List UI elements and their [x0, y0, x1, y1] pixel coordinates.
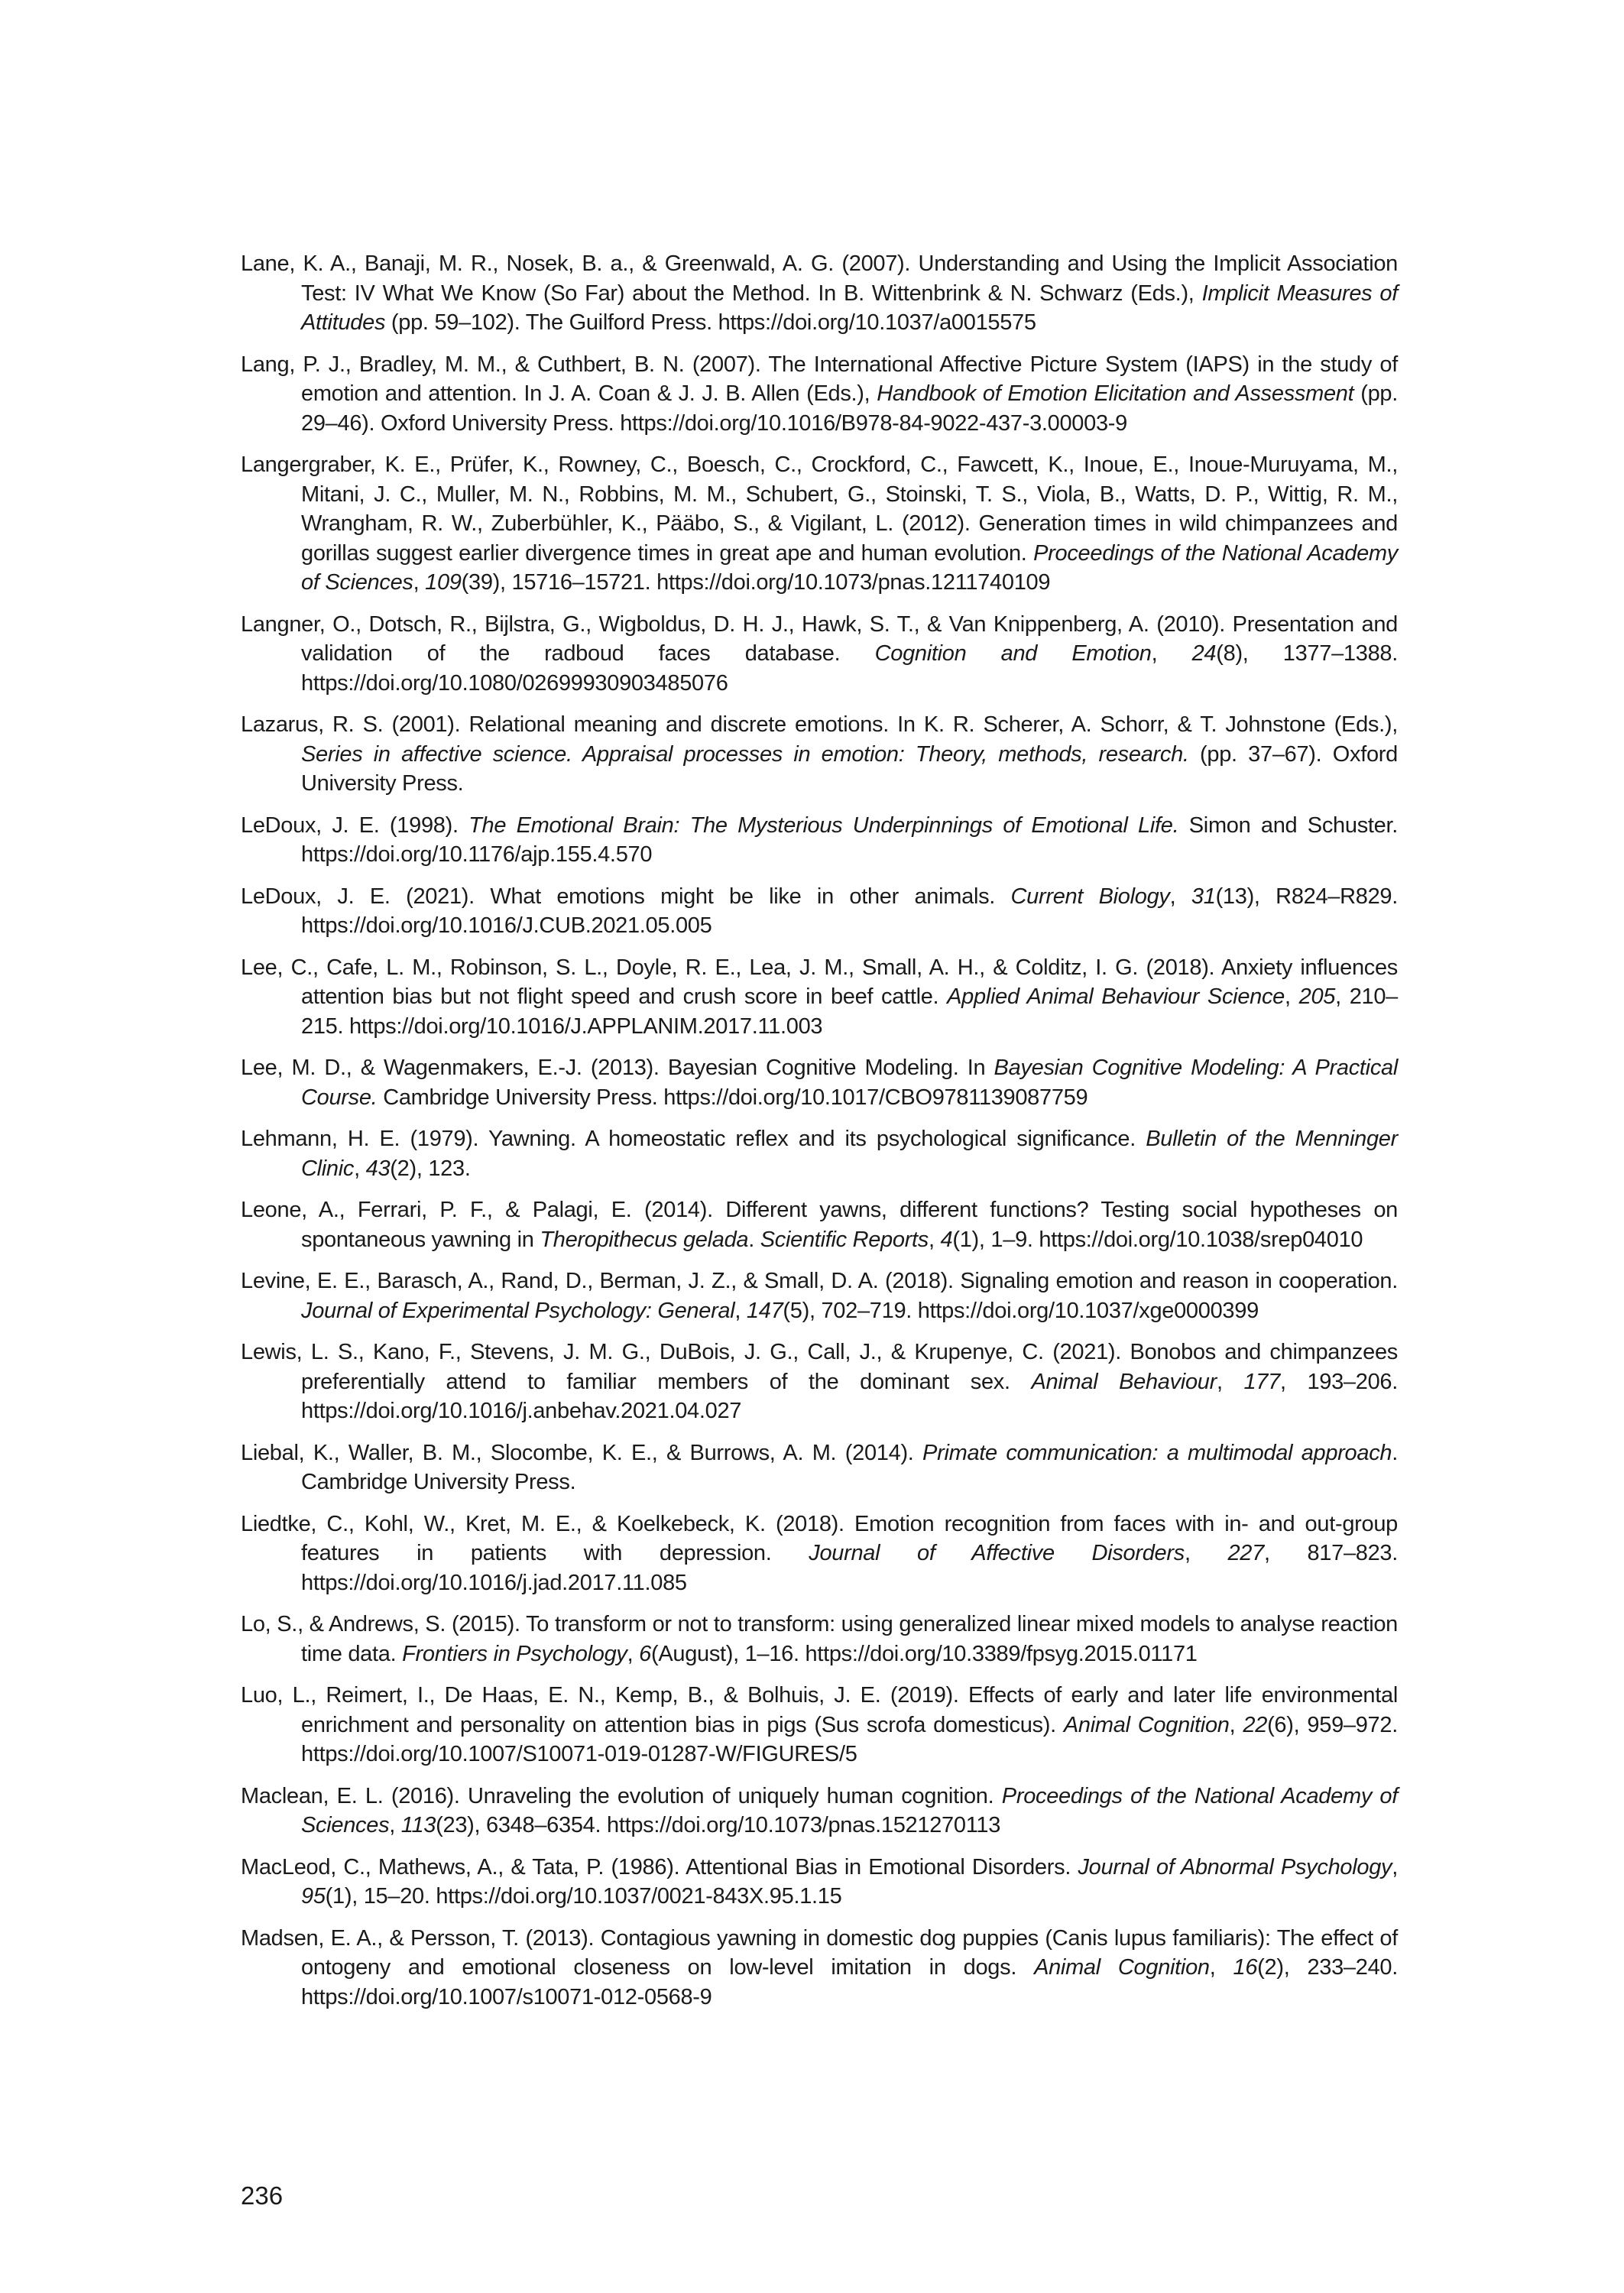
reference-entry [241, 811, 1398, 870]
reference-text: Langergraber, K. E., Prüfer, K., Rowney, C., Boesch, C., Crockford, C., Fawcett, K., Inoue, E., Inoue-Muruyama, M., Mitani, J. C., Muller, M. N., Robbins, M. M., Schubert, G., Stoinski, T. S., Viola, B., Watts, D. P., Wittig, R. M., Wrangham, R. W., Zuberbühler, K., Pääbo, S., & Vigilant, L. (2012). Generation times in wild chimpanzees and gorillas suggest earlier divergence times in great ape and human evolution. [241, 452, 1398, 566]
reference-italic-text: Proceedings of the National Academy of Sciences [301, 1783, 1398, 1837]
reference-italic-text: Scientific Reports [760, 1227, 929, 1252]
reference-list [241, 249, 1398, 2024]
reference-italic-text: 227 [1227, 1541, 1264, 1565]
reference-entry [241, 1267, 1398, 1325]
reference-text: , [1184, 1541, 1228, 1565]
reference-text: (1), 15–20. https://doi.org/10.1037/0021-843X.95.1.15 [325, 1884, 842, 1909]
reference-text: MacLeod, C., Mathews, A., & Tata, P. (1986). Attentional Bias in Emotional Disorders. [241, 1854, 1078, 1879]
reference-text: (5), 702–719. https://doi.org/10.1037/xge0000399 [783, 1298, 1259, 1323]
reference-text: . Cambridge University Press. [301, 1440, 1398, 1494]
reference-text: (pp. 37–67). Oxford University Press. [301, 741, 1398, 796]
reference-text: Cambridge University Press. https://doi.org/10.1017/CBO9781139087759 [377, 1085, 1088, 1110]
reference-entry [241, 953, 1398, 1042]
reference-text: , 193–206. https://doi.org/10.1016/j.anbehav.2021.04.027 [301, 1369, 1398, 1423]
reference-text: Lee, M. D., & Wagenmakers, E.-J. (2013). Bayesian Cognitive Modeling. In [241, 1056, 994, 1080]
reference-entry [241, 1124, 1398, 1183]
reference-text: (August), 1–16. https://doi.org/10.3389/fpsyg.2015.01171 [650, 1641, 1198, 1666]
reference-text: , [1151, 641, 1192, 666]
reference-entry [241, 1510, 1398, 1598]
reference-text: (23), 6348–6354. https://doi.org/10.1073/pnas.1521270113 [436, 1813, 1001, 1837]
reference-italic-text: Frontiers in Psychology [402, 1641, 627, 1666]
reference-entry [241, 1338, 1398, 1426]
reference-text: , [734, 1298, 747, 1323]
reference-italic-text: Theropithecus gelada [540, 1227, 749, 1252]
reference-italic-text: 22 [1243, 1712, 1268, 1737]
reference-text: Lang, P. J., Bradley, M. M., & Cuthbert, B. N. (2007). The International Affective Picture System (IAPS) in the study of emotion and attention. In J. A. Coan & J. J. B. Allen (Eds.), [241, 352, 1398, 406]
reference-italic-text: Handbook of Emotion Elicitation and Assessment [877, 381, 1354, 406]
reference-italic-text: 4 [940, 1227, 953, 1252]
reference-text: (8), 1377–1388. https://doi.org/10.1080/02699930903485076 [301, 641, 1398, 696]
reference-text: (6), 959–972. https://doi.org/10.1007/S10071-019-01287-W/FIGURES/5 [301, 1712, 1398, 1766]
reference-text: Simon and Schuster. https://doi.org/10.1176/ajp.155.4.570 [301, 812, 1398, 867]
reference-text: , [354, 1156, 366, 1181]
reference-text: LeDoux, J. E. (1998). [241, 812, 469, 838]
reference-italic-text: Implicit Measures of Attitudes [301, 281, 1398, 335]
reference-text: , [1169, 884, 1191, 909]
reference-text: Lazarus, R. S. (2001). Relational meaning and discrete emotions. In K. R. Scherer, A. Schorr, & T. Johnstone (Eds.), [241, 712, 1398, 737]
reference-italic-text: 177 [1243, 1369, 1280, 1394]
reference-italic-text: 24 [1191, 641, 1217, 666]
reference-text: , [929, 1227, 941, 1252]
reference-text: , [413, 570, 426, 595]
reference-entry [241, 450, 1398, 598]
reference-entry [241, 1782, 1398, 1841]
reference-text: , [1392, 1854, 1398, 1879]
reference-text: (pp. 59–102). The Guilford Press. https://doi.org/10.1037/a0015575 [385, 310, 1036, 335]
reference-italic-text: Current Biology [1010, 884, 1170, 909]
reference-text: (39), 15716–15721. https://doi.org/10.1073/pnas.1211740109 [461, 570, 1051, 595]
reference-italic-text: 205 [1298, 984, 1336, 1009]
reference-italic-text: Animal Behaviour [1031, 1369, 1217, 1394]
reference-text: , [389, 1813, 401, 1837]
reference-entry [241, 1438, 1398, 1497]
reference-entry [241, 610, 1398, 699]
reference-entry [241, 882, 1398, 941]
reference-text: . [748, 1227, 760, 1252]
reference-italic-text: Cognition and Emotion [874, 641, 1152, 666]
reference-text: , [627, 1641, 640, 1666]
reference-italic-text: 113 [400, 1813, 436, 1837]
reference-entry [241, 350, 1398, 439]
reference-entry [241, 249, 1398, 338]
reference-text: Maclean, E. L. (2016). Unraveling the evolution of uniquely human cognition. [241, 1783, 1002, 1808]
reference-text: (pp. 29–46). Oxford University Press. https://doi.org/10.1016/B978-84-9022-437-3.00003-9 [301, 381, 1398, 436]
reference-text: (13), R824–R829. https://doi.org/10.1016/J.CUB.2021.05.005 [301, 884, 1399, 938]
reference-italic-text: Series in affective science. Appraisal processes in emotion: Theory, methods, research. [301, 741, 1189, 767]
reference-italic-text: Journal of Experimental Psychology: General [301, 1298, 735, 1323]
reference-italic-text: 95 [301, 1884, 326, 1909]
reference-text: Luo, L., Reimert, I., De Haas, E. N., Kemp, B., & Bolhuis, J. E. (2019). Effects of early and later life environmental enrichment and personality on attention bias in pigs (Sus scrofa domesticus). [241, 1683, 1398, 1737]
reference-text: (2), 233–240. https://doi.org/10.1007/s10071-012-0568-9 [301, 1955, 1398, 2009]
reference-text: (1), 1–9. https://doi.org/10.1038/srep04010 [952, 1227, 1363, 1252]
reference-text: Liebal, K., Waller, B. M., Slocombe, K. E., & Burrows, A. M. (2014). [241, 1440, 923, 1465]
reference-text: Levine, E. E., Barasch, A., Rand, D., Berman, J. Z., & Small, D. A. (2018). Signaling emotion and reason in cooperation. [241, 1269, 1398, 1293]
reference-entry [241, 1853, 1398, 1912]
reference-text: Lane, K. A., Banaji, M. R., Nosek, B. a., & Greenwald, A. G. (2007). Understanding and Using the Implicit Association Test: IV What We Know (So Far) about the Method. In B. Wittenbrink & N. Schwarz (Eds.), [241, 251, 1398, 306]
reference-italic-text: Journal of Abnormal Psychology [1078, 1854, 1392, 1879]
reference-text: Leone, A., Ferrari, P. F., & Palagi, E. (2014). Different yawns, different functions? Testing social hypotheses on spontaneous yawning in [241, 1198, 1398, 1252]
reference-text: Lee, C., Cafe, L. M., Robinson, S. L., Doyle, R. E., Lea, J. M., Small, A. H., & Colditz, I. G. (2018). Anxiety influences attention bias but not flight speed and crush score in beef cattle. [241, 955, 1398, 1009]
reference-entry [241, 1924, 1398, 2012]
reference-italic-text: Primate communication: a multimodal approach [922, 1440, 1392, 1465]
reference-italic-text: Applied Animal Behaviour Science [947, 984, 1285, 1009]
reference-italic-text: Bulletin of the Menninger Clinic [301, 1127, 1398, 1181]
reference-text: , [1285, 984, 1299, 1009]
reference-italic-text: 109 [425, 570, 462, 595]
reference-text: Lehmann, H. E. (1979). Yawning. A homeostatic reflex and its psychological significance. [241, 1127, 1146, 1151]
reference-text: Lo, S., & Andrews, S. (2015). To transform or not to transform: using generalized linear mixed models to analyse reaction time data. [241, 1612, 1398, 1666]
reference-text: Liedtke, C., Kohl, W., Kret, M. E., & Koelkebeck, K. (2018). Emotion recognition from faces with in- and out-group features in patients with depression. [241, 1511, 1398, 1565]
reference-text: , 210–215. https://doi.org/10.1016/J.APPLANIM.2017.11.003 [301, 984, 1399, 1039]
reference-italic-text: 31 [1191, 884, 1216, 909]
reference-italic-text: Bayesian Cognitive Modeling: A Practical Course. [301, 1056, 1398, 1110]
reference-italic-text: The Emotional Brain: The Mysterious Underpinnings of Emotional Life. [468, 812, 1179, 838]
reference-italic-text: Proceedings of the National Academy of Sciences [301, 540, 1398, 595]
reference-italic-text: 147 [746, 1298, 783, 1323]
reference-text: Lewis, L. S., Kano, F., Stevens, J. M. G., DuBois, J. G., Call, J., & Krupenye, C. (2021). Bonobos and chimpanzees preferentially attend to familiar members of the dominant sex. [241, 1340, 1398, 1394]
reference-text: , 817–823. https://doi.org/10.1016/j.jad.2017.11.085 [301, 1541, 1399, 1595]
reference-text: Langner, O., Dotsch, R., Bijlstra, G., Wigboldus, D. H. J., Hawk, S. T., & Van Knippenberg, A. (2010). Presentation and validation of the radboud faces database. [241, 611, 1398, 666]
reference-italic-text: Animal Cognition [1063, 1712, 1230, 1737]
reference-entry [241, 1681, 1398, 1769]
reference-text: , [1209, 1955, 1233, 1980]
reference-entry [241, 1053, 1398, 1112]
reference-entry [241, 710, 1398, 799]
reference-text: Madsen, E. A., & Persson, T. (2013). Contagious yawning in domestic dog puppies (Canis lupus familiaris): The effect of ontogeny and emotional closeness on low-level imitation in dogs. [241, 1925, 1398, 1980]
reference-entry [241, 1610, 1398, 1669]
reference-italic-text: 43 [365, 1156, 391, 1181]
reference-entry [241, 1195, 1398, 1254]
reference-text: LeDoux, J. E. (2021). What emotions might be like in other animals. [241, 884, 1011, 909]
reference-italic-text: Animal Cognition [1034, 1955, 1210, 1980]
reference-italic-text: Journal of Affective Disorders [809, 1541, 1185, 1565]
reference-text: , [1216, 1369, 1244, 1394]
page-number: 236 [241, 2181, 284, 2210]
reference-italic-text: 16 [1233, 1955, 1258, 1980]
reference-text: (2), 123. [390, 1156, 471, 1181]
reference-italic-text: 6 [639, 1641, 651, 1666]
reference-text: , [1229, 1712, 1243, 1737]
